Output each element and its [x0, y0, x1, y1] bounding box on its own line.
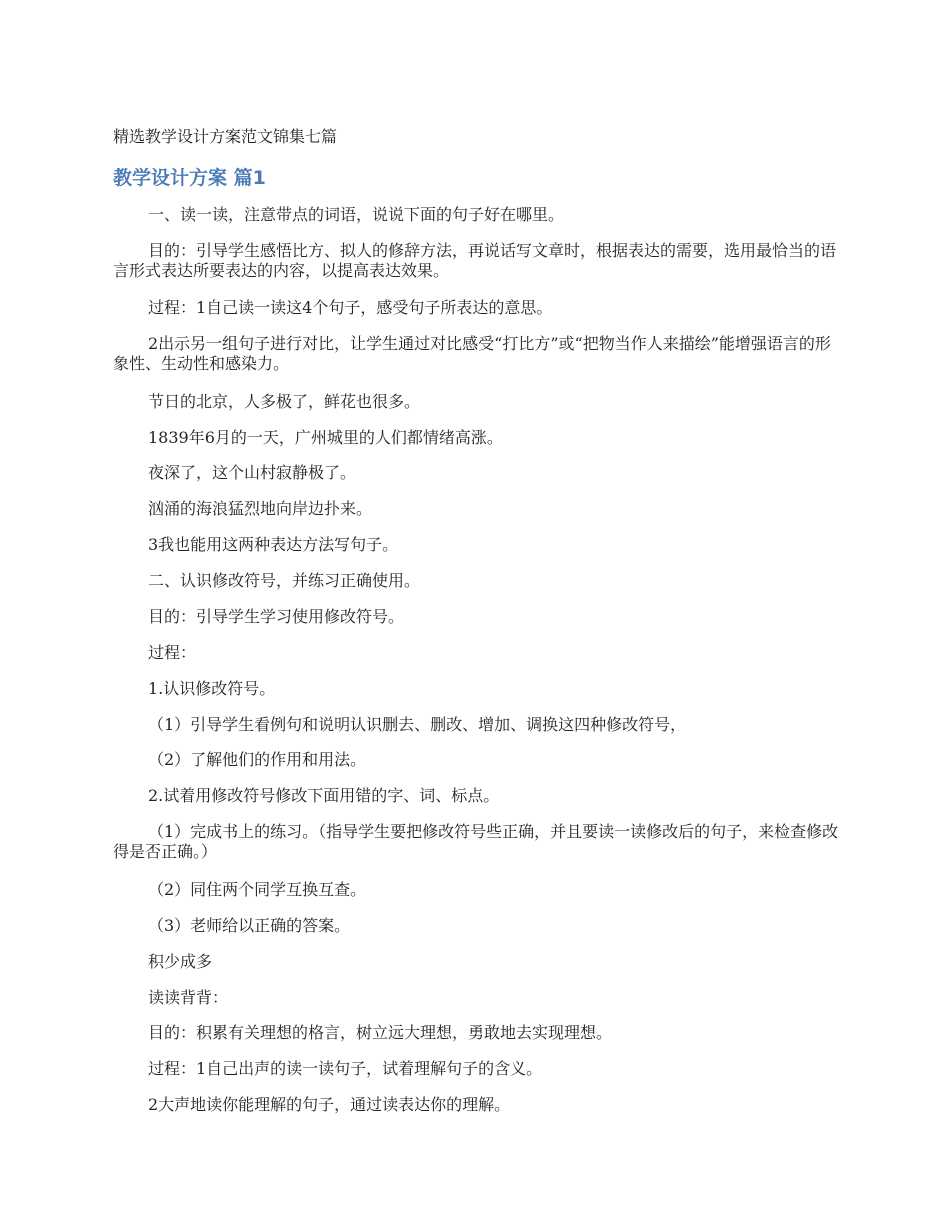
paragraph: 3我也能用这两种表达方法写句子。: [148, 535, 399, 554]
paragraph: 目的：积累有关理想的格言，树立远大理想，勇敢地去实现理想。: [148, 1023, 613, 1042]
paragraph: 夜深了，这个山村寂静极了。: [148, 463, 357, 482]
paragraph: （1）引导学生看例句和说明认识删去、删改、增加、调换这四种修改符号，: [148, 715, 687, 734]
paragraph: 2.试着用修改符号修改下面用错的字、词、标点。: [148, 786, 500, 805]
paragraph: 读读背背：: [148, 988, 229, 1007]
paragraph: 过程：: [148, 643, 197, 662]
paragraph: （2）同住两个同学互换互查。: [148, 880, 367, 899]
paragraph: 2出示另一组句子进行对比，让学生通过对比感受“打比方”或“把物当作人来描绘”能增强语言的形象性、生动性和感染力。: [113, 334, 831, 373]
paragraph: （2）了解他们的作用和用法。: [148, 750, 367, 769]
paragraph: 1839年6月的一天，广州城里的人们都情绪高涨。: [148, 428, 503, 447]
paragraph: 2大声地读你能理解的句子，通过读表达你的理解。: [148, 1095, 511, 1114]
paragraph: 过程：1自己出声的读一读句子，试着理解句子的含义。: [148, 1059, 543, 1078]
paragraph: 节日的北京，人多极了，鲜花也很多。: [148, 392, 421, 411]
paragraph: 1.认识修改符号。: [148, 679, 276, 698]
section-heading: 教学设计方案 篇1: [113, 167, 266, 189]
paragraph: （3）老师给以正确的答案。: [148, 916, 351, 935]
document-title: 精选教学设计方案范文锦集七篇: [113, 127, 338, 146]
paragraph: （1）完成书上的练习。（指导学生要把修改符号些正确，并且要读一读修改后的句子，来检查修改得是否正确。）: [113, 822, 839, 861]
paragraph: 二、认识修改符号，并练习正确使用。: [148, 571, 421, 590]
paragraph: 过程：1自己读一读这4个句子，感受句子所表达的意思。: [148, 298, 553, 317]
paragraph: 目的：引导学生学习使用修改符号。: [148, 607, 405, 626]
paragraph: 汹涌的海浪猛烈地向岸边扑来。: [148, 499, 373, 518]
paragraph: 积少成多: [148, 952, 213, 971]
paragraph: 目的：引导学生感悟比方、拟人的修辞方法，再说话写文章时，根据表达的需要，选用最恰当的语言形式表达所要表达的内容，以提高表达效果。: [113, 241, 837, 280]
paragraph: 一、读一读，注意带点的词语，说说下面的句子好在哪里。: [148, 205, 565, 224]
